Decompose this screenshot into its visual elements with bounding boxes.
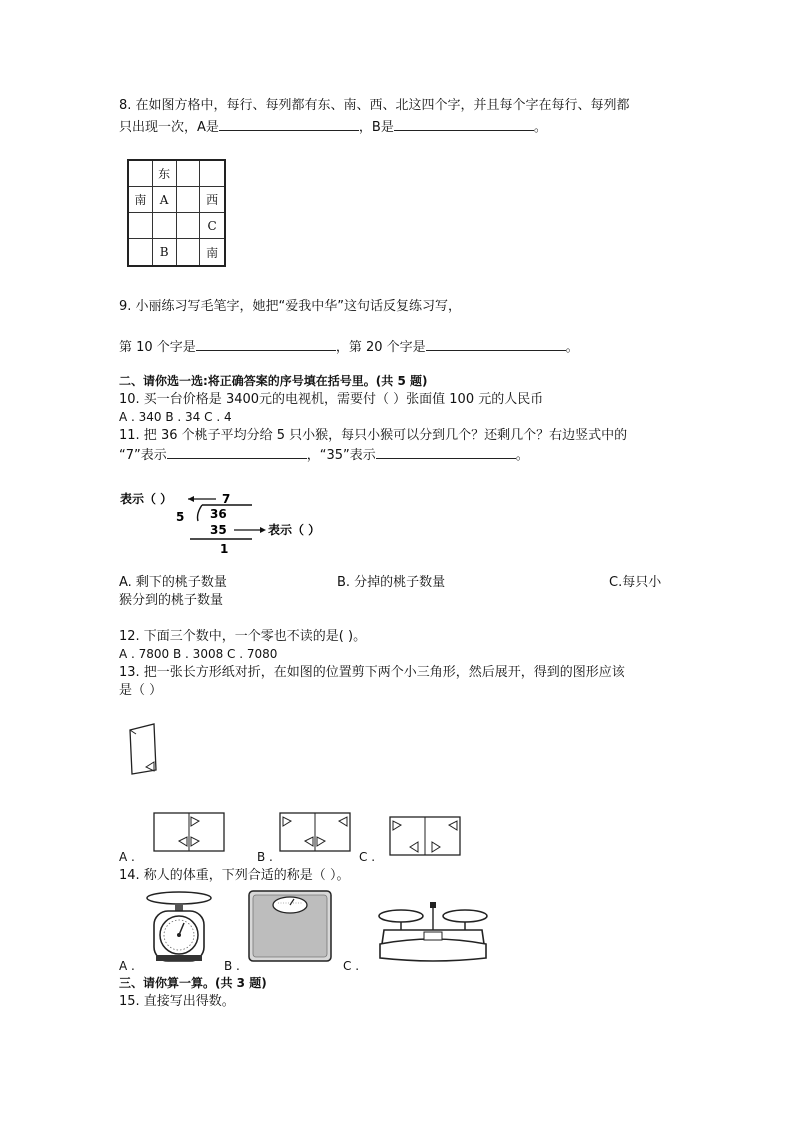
q11-option-a: A. 剩下的桃子数量 xyxy=(119,575,227,590)
long-division-figure xyxy=(118,488,358,560)
q11-blank-b[interactable] xyxy=(376,445,516,459)
folded-paper-figure xyxy=(126,722,166,776)
grid-cell: B xyxy=(153,239,177,265)
grid-cell: C xyxy=(200,213,224,239)
q14-line1: 14. 称人的体重，下列合适的称是（ ）。 xyxy=(119,868,350,883)
grid-cell xyxy=(177,239,201,265)
q14-label-c: C . xyxy=(343,959,360,973)
div-dividend: 36 xyxy=(210,507,227,521)
q11-text-b: ，“35”表示 xyxy=(306,448,376,463)
q9-blank-b[interactable] xyxy=(426,337,566,351)
grid-cell xyxy=(153,213,177,239)
q13-line1: 13. 把一张长方形纸对折，在如图的位置剪下两个小三角形，然后展开，得到的图形应该 xyxy=(119,665,625,680)
div-product: 35 xyxy=(210,523,227,537)
q11-option-b: B. 分掉的桃子数量 xyxy=(337,575,446,590)
q13-label-c: C . xyxy=(359,850,376,864)
grid-cell xyxy=(129,239,153,265)
section3-heading: 三、请你算一算。(共 3 题) xyxy=(119,976,267,990)
q12-options: A . 7800 B . 3008 C . 7080 xyxy=(119,647,278,661)
q9-line1: 9. 小丽练习写毛笔字，她把“爱我中华”这句话反复练习写， xyxy=(119,299,462,314)
option-c-figure xyxy=(388,815,462,857)
arrow-left-head xyxy=(188,496,194,502)
q8-line2 xyxy=(119,117,547,136)
div-remainder: 1 xyxy=(220,542,229,556)
q14-label-a: A . xyxy=(119,959,135,973)
q13-label-b: B . xyxy=(257,850,273,864)
q12-line1: 12. 下面三个数中，一个零也不读的是( )。 xyxy=(119,629,367,644)
q14-label-b: B . xyxy=(224,959,240,973)
grid-cell xyxy=(129,213,153,239)
grid-cell xyxy=(177,213,201,239)
division-bracket xyxy=(198,505,203,521)
q8-text-b: ，B是 xyxy=(358,120,394,135)
option-b-figure xyxy=(278,811,352,853)
grid-cell: 东 xyxy=(153,161,177,187)
div-label-left: 表示（ ） xyxy=(120,492,173,506)
q8-blank-b[interactable] xyxy=(394,117,534,131)
q8-blank-a[interactable] xyxy=(219,117,359,131)
q11-option-c2: 猴分到的桃子数量 xyxy=(119,593,224,608)
q10-options: A . 340 B . 34 C . 4 xyxy=(119,410,232,424)
div-quotient: 7 xyxy=(222,492,231,506)
grid-cell xyxy=(200,161,224,187)
q11-blank-a[interactable] xyxy=(167,445,307,459)
q8-text-c: 。 xyxy=(533,120,547,135)
q15-line1: 15. 直接写出得数。 xyxy=(119,994,235,1009)
div-label-right: 表示（ ） xyxy=(268,523,321,537)
q11-option-c1: C.每只小 xyxy=(609,575,662,590)
q9-line2 xyxy=(119,337,579,356)
q10-line1: 10. 买一台价格是 3400元的电视机，需要付（ ）张面值 100 元的人民币 xyxy=(119,392,544,407)
grid-cell xyxy=(177,161,201,187)
q13-line2: 是（ ） xyxy=(119,683,163,698)
arrow-right-head xyxy=(260,527,266,533)
direction-grid xyxy=(127,159,226,267)
q11-text-c: 。 xyxy=(515,448,529,463)
q8-line1: 8. 在如图方格中，每行、每列都有东、南、西、北这四个字，并且每个字在每行、每列都 xyxy=(119,98,630,113)
div-divisor: 5 xyxy=(176,510,185,524)
grid-cell xyxy=(129,161,153,187)
grid-cell: A xyxy=(153,187,177,213)
q9-text-c: 。 xyxy=(565,340,579,355)
q8-text-a: 只出现一次，A是 xyxy=(119,120,219,135)
option-a-figure xyxy=(152,811,226,853)
grid-cell: 西 xyxy=(200,187,224,213)
section2-heading: 二、请你选一选:将正确答案的序号填在括号里。(共 5 题) xyxy=(119,374,428,388)
q11-line2 xyxy=(119,445,529,464)
q9-text-a: 第 10 个字是 xyxy=(119,340,196,355)
balance-scale-image xyxy=(376,900,490,964)
q13-label-a: A . xyxy=(119,850,135,864)
kitchen-scale-image xyxy=(144,889,214,964)
q9-text-b: ，第 20 个字是 xyxy=(335,340,426,355)
grid-cell: 南 xyxy=(206,245,219,260)
bathroom-scale-image xyxy=(247,889,333,963)
q11-line1: 11. 把 36 个桃子平均分给 5 只小猴，每只小猴可以分到几个？还剩几个？右边竖式中的 xyxy=(119,428,628,443)
q11-text-a: “7”表示 xyxy=(119,448,167,463)
q9-blank-a[interactable] xyxy=(196,337,336,351)
grid-cell: 南 xyxy=(129,187,153,213)
grid-cell xyxy=(177,187,201,213)
